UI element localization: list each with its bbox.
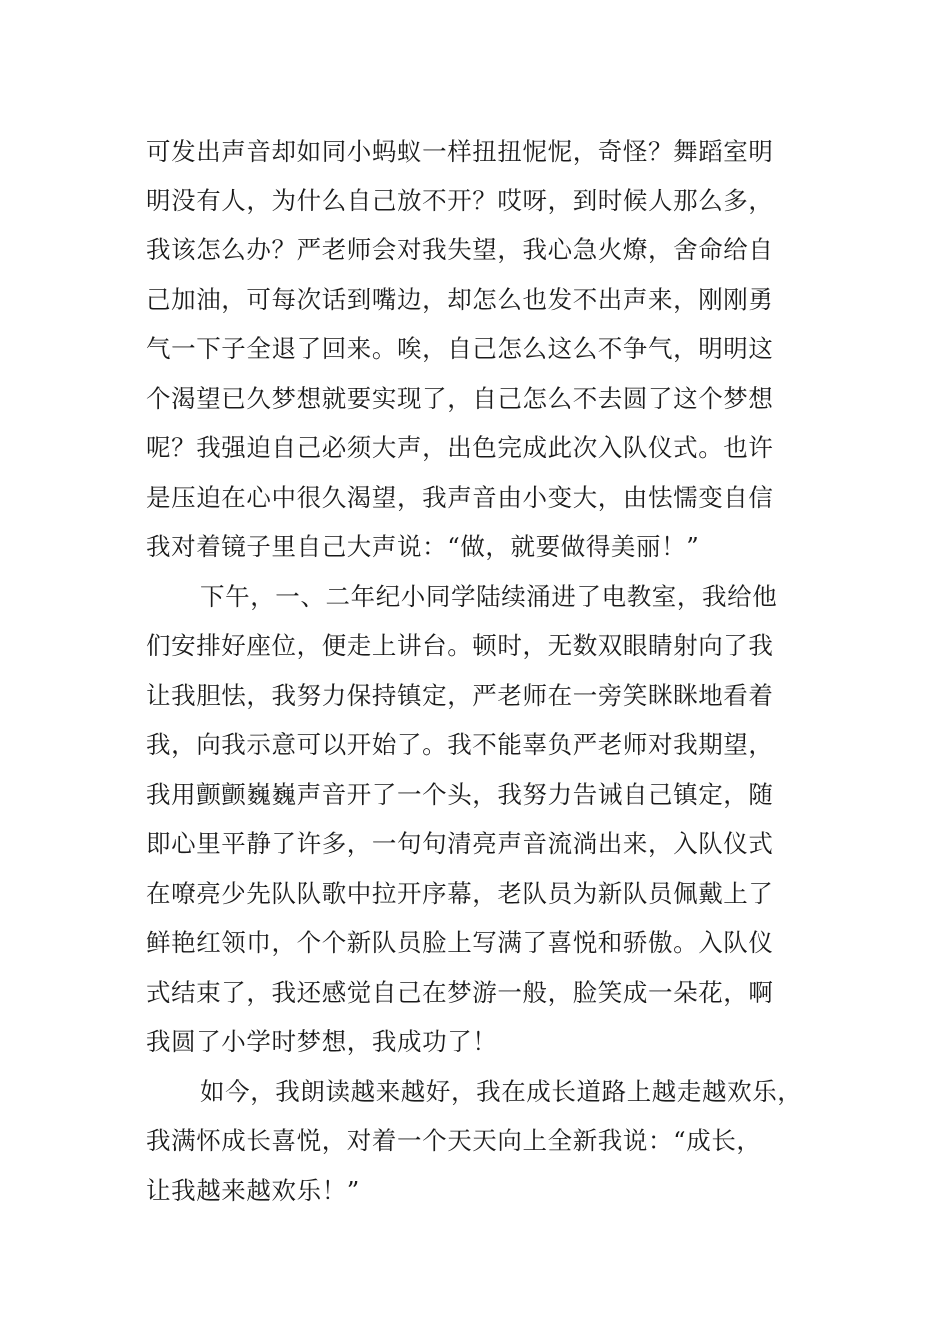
text-line: 即心里平静了许多，一句句清亮声音流淌出来，入队仪式 <box>146 829 774 858</box>
text-line: 我，向我示意可以开始了。我不能辜负严老师对我期望， <box>146 730 774 759</box>
text-line: 个渴望已久梦想就要实现了，自己怎么不去圆了这个梦想 <box>146 384 774 413</box>
text-line: 呢？我强迫自己必须大声，出色完成此次入队仪式。也许 <box>146 433 774 462</box>
text-line: 在嘹亮少先队队歌中拉开序幕，老队员为新队员佩戴上了 <box>146 879 774 908</box>
text-line: 气一下子全退了回来。唉，自己怎么这么不争气，明明这 <box>146 334 774 363</box>
text-line: 让我越来越欢乐！” <box>146 1176 360 1205</box>
text-line: 我满怀成长喜悦，对着一个天天向上全新我说：“成长， <box>146 1126 762 1155</box>
text-line: 己加油，可每次话到嘴边，却怎么也发不出声来，刚刚勇 <box>146 285 774 314</box>
text-line: 可发出声音却如同小蚂蚁一样扭扭怩怩，奇怪？舞蹈室明 <box>146 137 774 166</box>
text-line: 我圆了小学时梦想，我成功了！ <box>146 1027 498 1056</box>
text-line: 我该怎么办？严老师会对我失望，我心急火燎，舍命给自 <box>146 235 774 264</box>
text-line: 我对着镜子里自己大声说：“做，就要做得美丽！” <box>146 532 700 561</box>
text-line: 让我胆怯，我努力保持镇定，严老师在一旁笑眯眯地看着 <box>146 681 774 710</box>
text-line: 式结束了，我还感觉自己在梦游一般，脸笑成一朵花，啊 <box>146 978 774 1007</box>
text-line: 们安排好座位，便走上讲台。顿时，无数双眼睛射向了我 <box>146 631 774 660</box>
paragraph-start-line: 如今，我朗读越来越好，我在成长道路上越走越欢乐， <box>200 1077 803 1106</box>
paragraph-start-line: 下午，一、二年纪小同学陆续涌进了电教室，我给他 <box>200 582 778 611</box>
text-line: 明没有人，为什么自己放不开？哎呀，到时候人那么多， <box>146 186 774 215</box>
text-line: 是压迫在心中很久渴望，我声音由小变大，由怯懦变自信 <box>146 483 774 512</box>
text-line: 鲜艳红领巾，个个新队员脸上写满了喜悦和骄傲。入队仪 <box>146 928 774 957</box>
text-line: 我用颤颤巍巍声音开了一个头，我努力告诫自己镇定，随 <box>146 780 774 809</box>
